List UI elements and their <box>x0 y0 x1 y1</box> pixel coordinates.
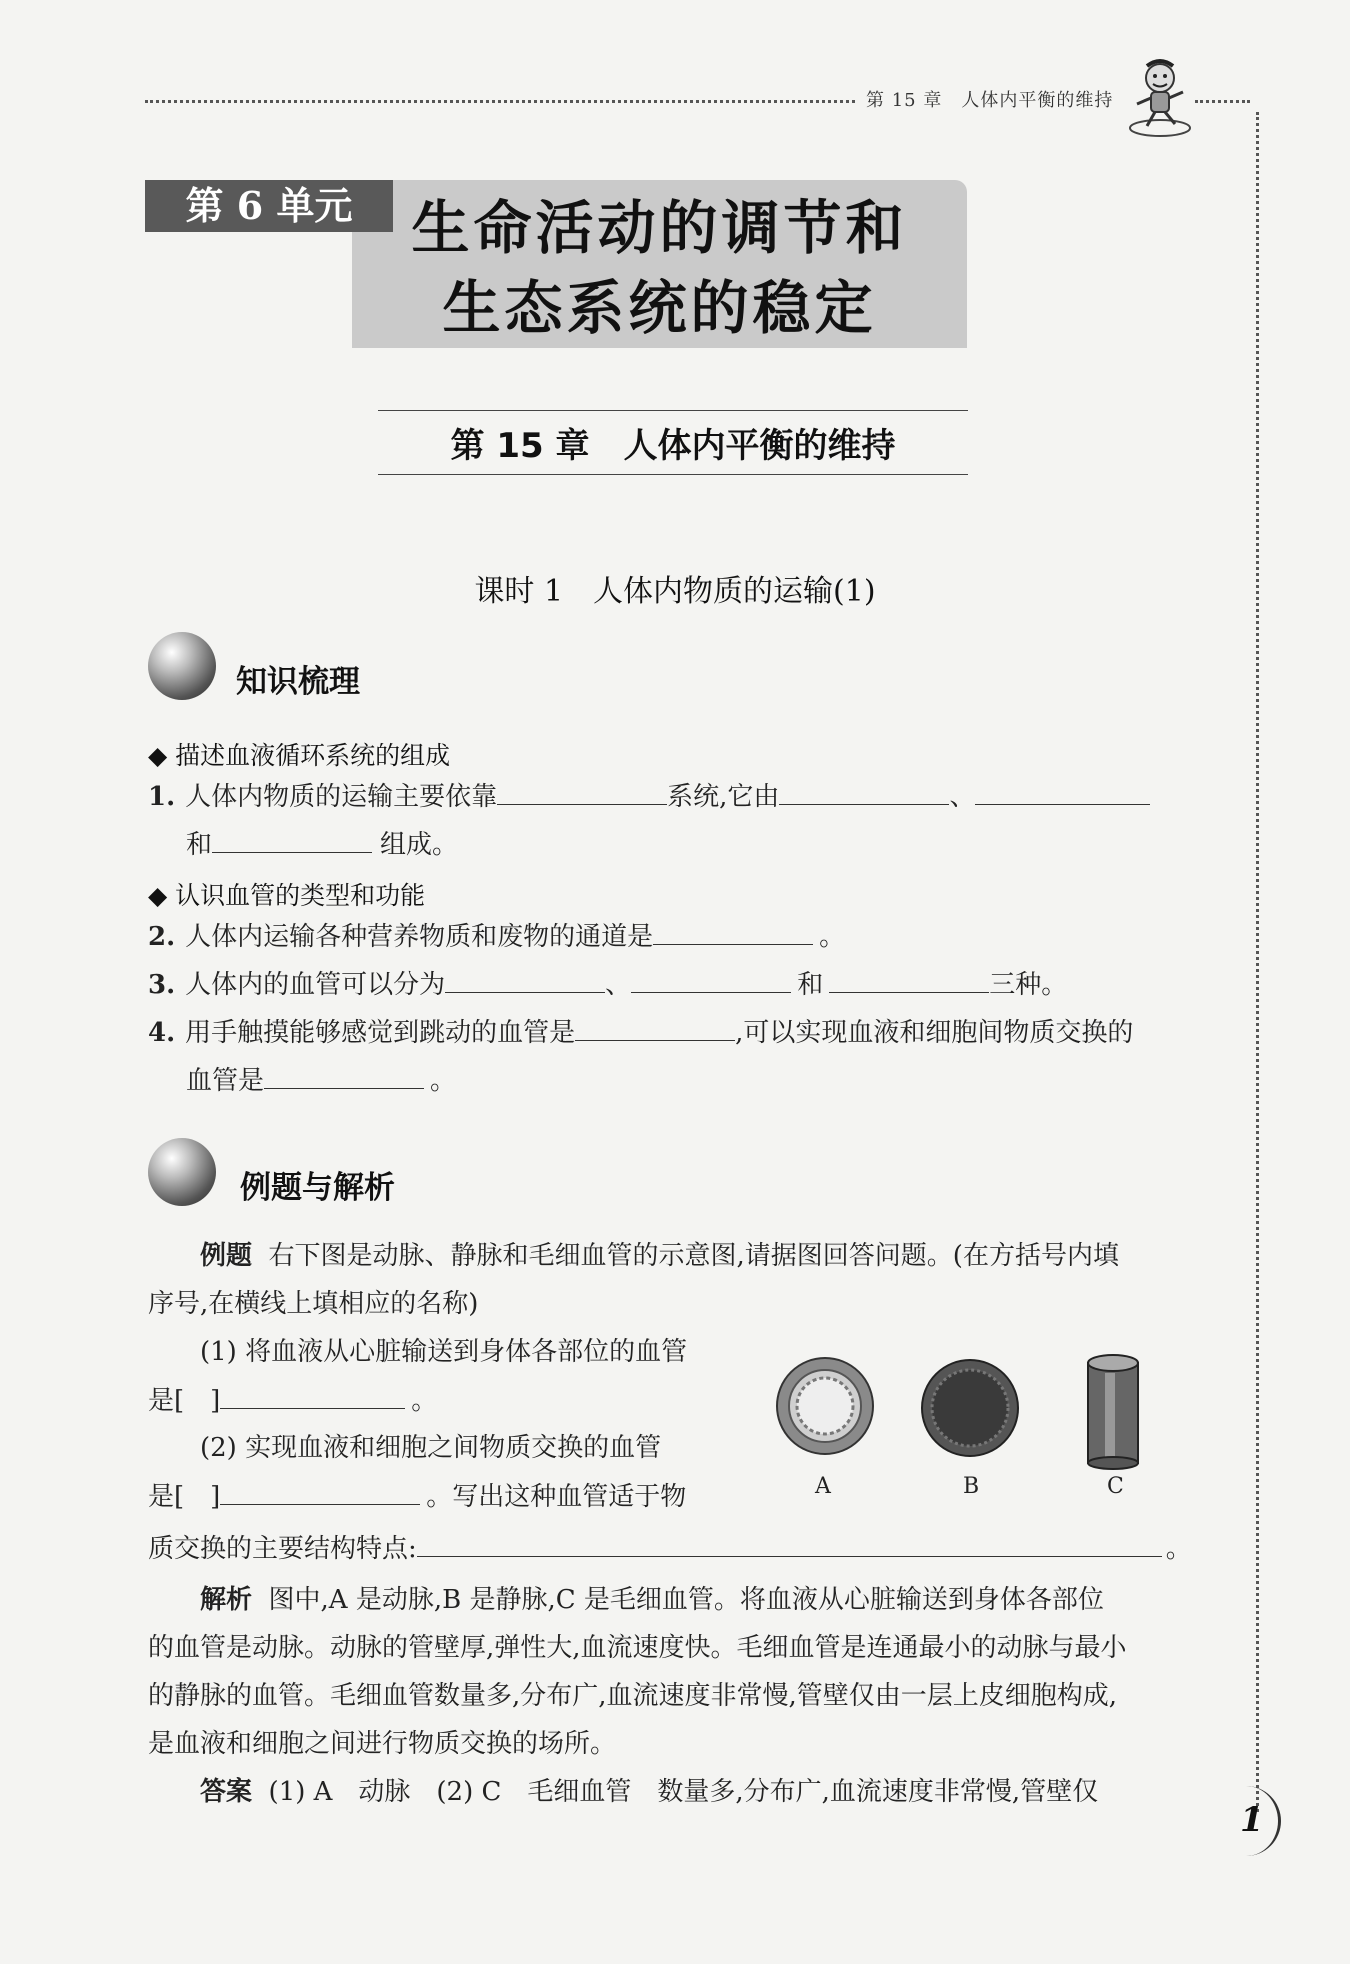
answer-blank[interactable] <box>653 918 813 945</box>
answer-blank[interactable] <box>220 1382 405 1409</box>
question-4-line1: 4. 用手触摸能够感觉到跳动的血管是 ,可以实现血液和细胞间物质交换的 <box>148 1014 1133 1051</box>
globe-icon <box>148 632 216 700</box>
bullet-heading-vessels: ◆ 认识血管的类型和功能 <box>148 881 426 910</box>
figure-label-b: B <box>963 1474 980 1499</box>
example-line2: 序号,在横线上填相应的名称) <box>148 1289 479 1319</box>
section-heading-examples: 例题与解析 <box>240 1170 395 1206</box>
question-2: 2. 人体内运输各种营养物质和废物的通道是 。 <box>148 918 845 955</box>
analysis-line4: 是血液和细胞之间进行物质交换的场所。 <box>148 1729 617 1759</box>
answer-blank[interactable] <box>631 966 791 993</box>
part1-line1: (1) 将血液从心脏输送到身体各部位的血管 <box>200 1337 688 1367</box>
chapter-rule-top <box>378 410 968 411</box>
capillary-icon <box>1088 1355 1138 1469</box>
question-1-line1: 1. 人体内物质的运输主要依靠 系统,它由 、 <box>148 778 1150 815</box>
chapter-title: 第 15 章 人体内平衡的维持 <box>450 426 896 466</box>
example-line1: 例题 右下图是动脉、静脉和毛细血管的示意图,请据图回答问题。(在方括号内填 <box>200 1241 1119 1271</box>
answer-blank[interactable] <box>497 778 667 805</box>
vein-icon <box>922 1360 1018 1456</box>
answer-blank[interactable] <box>212 826 372 853</box>
question-4-line2: 血管是 。 <box>186 1062 456 1099</box>
bullet-heading-circulation: ◆ 描述血液循环系统的组成 <box>148 741 451 770</box>
answer-blank[interactable] <box>220 1478 420 1505</box>
figure-label-c: C <box>1107 1474 1124 1499</box>
section-heading-knowledge: 知识梳理 <box>236 664 360 700</box>
analysis-line1: 解析 图中,A 是动脉,B 是静脉,C 是毛细血管。将血液从心脏输送到身体各部位 <box>200 1585 1104 1615</box>
artery-icon <box>777 1358 873 1454</box>
lesson-title: 课时 1 人体内物质的运输(1) <box>474 574 876 609</box>
mascot-icon <box>1125 58 1195 138</box>
figure-label-a: A <box>815 1474 831 1499</box>
answer-blank[interactable] <box>445 966 605 993</box>
page-number: 1 <box>1240 1800 1264 1840</box>
part1-line2: 是[ ] 。 <box>148 1382 437 1419</box>
answer-blank[interactable] <box>829 966 989 993</box>
page-border-right <box>1256 112 1259 1812</box>
header-rule-right <box>1195 100 1250 103</box>
answer-blank[interactable] <box>417 1530 1162 1557</box>
question-3: 3. 人体内的血管可以分为 、 和 三种。 <box>148 966 1067 1003</box>
answer-blank[interactable] <box>264 1062 424 1089</box>
unit-label: 第 6 单元 <box>145 180 393 232</box>
answer-line: 答案 (1) A 动脉 (2) C 毛细血管 数量多,分布广,血流速度非常慢,管壁仅 <box>200 1777 1099 1807</box>
part2-line1: (2) 实现血液和细胞之间物质交换的血管 <box>200 1433 662 1463</box>
globe-icon <box>148 1138 216 1206</box>
running-title: 第 15 章 人体内平衡的维持 <box>866 90 1114 111</box>
unit-title <box>352 188 967 348</box>
unit-title-line2: 生态系统的稳定 <box>442 274 877 342</box>
unit-title-line1: 生命活动的调节和 <box>411 194 908 262</box>
question-1-line2: 和 组成。 <box>186 826 458 863</box>
answer-blank[interactable] <box>975 778 1150 805</box>
answer-blank[interactable] <box>779 778 949 805</box>
header-rule <box>145 100 855 103</box>
answer-blank[interactable] <box>575 1014 735 1041</box>
part2-line2: 是[ ] 。写出这种血管适于物 <box>148 1478 686 1515</box>
analysis-line2: 的血管是动脉。动脉的管壁厚,弹性大,血流速度快。毛细血管是连通最小的动脉与最小 <box>148 1633 1127 1663</box>
part2-line3: 质交换的主要结构特点: 。 <box>148 1530 1192 1567</box>
chapter-rule-bottom <box>378 474 968 475</box>
blood-vessel-figure <box>770 1348 1150 1473</box>
analysis-line3: 的静脉的血管。毛细血管数量多,分布广,血流速度非常慢,管壁仅由一层上皮细胞构成, <box>148 1681 1118 1711</box>
